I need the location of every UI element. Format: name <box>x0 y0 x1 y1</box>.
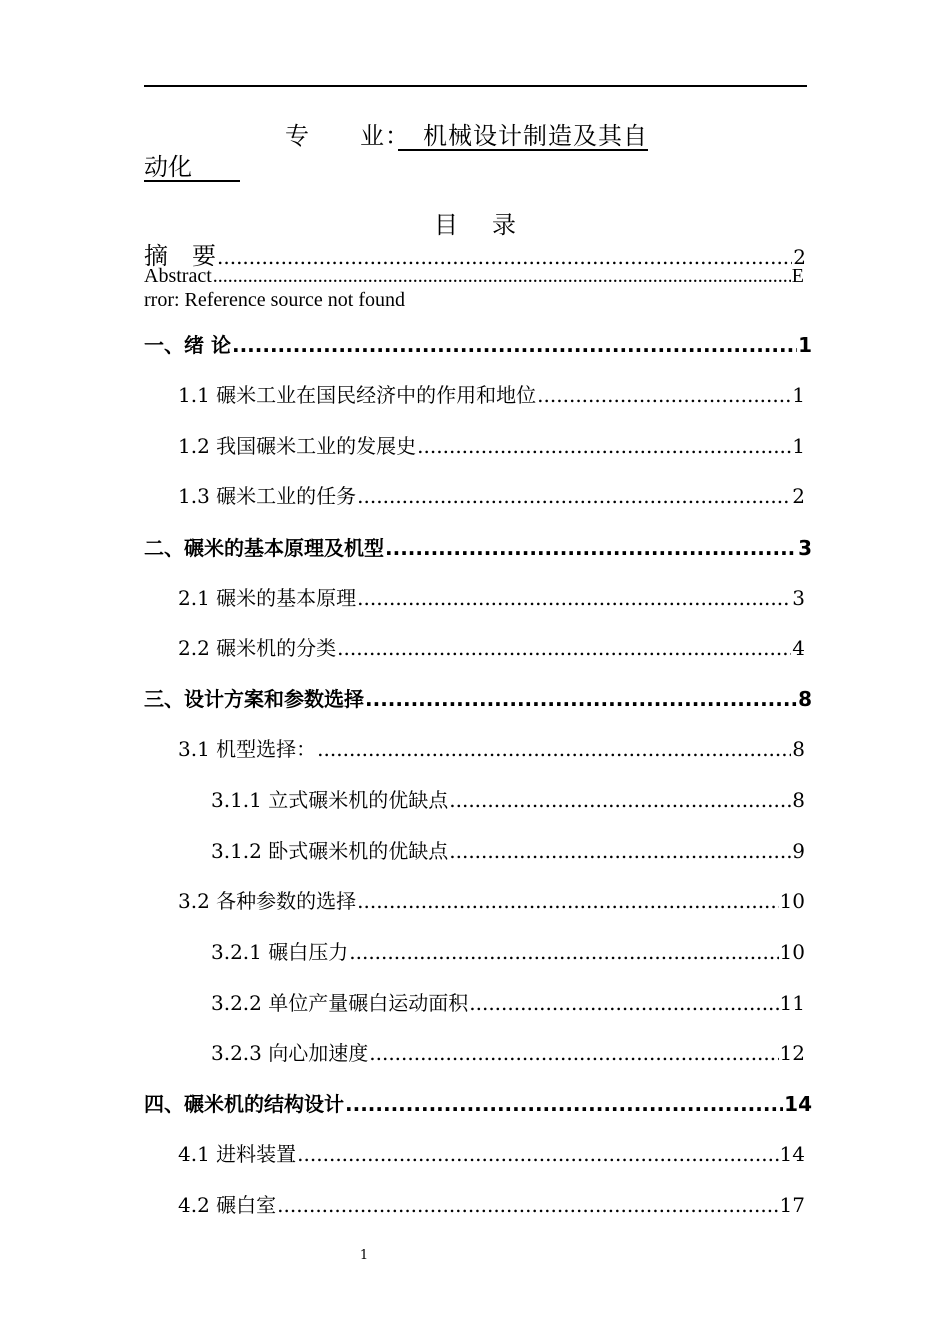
toc-entry-page: 8 <box>792 737 805 761</box>
toc-entry-page: 1 <box>792 434 805 458</box>
toc-leader <box>337 636 791 660</box>
toc-entry-title: 四、碾米机的结构设计 <box>144 1092 344 1116</box>
toc-entry-title: 3.1.1 立式碾米机的优缺点 <box>211 788 449 812</box>
toc-entry-title: 3.2.2 单位产量碾白运动面积 <box>211 991 469 1015</box>
major-line-2 <box>144 147 240 182</box>
toc-entry-page: 1 <box>792 383 805 407</box>
toc-entry-title: 4.1 进料装置 <box>178 1142 297 1166</box>
toc-leader <box>537 383 791 407</box>
toc-entry[interactable] <box>211 835 805 864</box>
toc-entry-title: 二、碾米的基本原理及机型 <box>144 536 384 560</box>
toc-entry[interactable] <box>178 430 805 459</box>
toc-entry-page: 3 <box>792 586 805 610</box>
toc-entry[interactable] <box>178 379 805 408</box>
toc-entry-page: 17 <box>779 1193 805 1217</box>
toc-entry-title: 2.1 碾米的基本原理 <box>178 586 357 610</box>
toc-entry-title: 3.2.1 碾白压力 <box>211 940 349 964</box>
reference-error-text: rror: Reference source not found <box>144 289 405 311</box>
toc-entry-page: 12 <box>779 1041 805 1065</box>
toc-entry-title: 3.2.3 向心加速度 <box>211 1041 369 1065</box>
toc-entry-title: 三、设计方案和参数选择 <box>144 687 364 711</box>
toc-entry-page: 11 <box>779 991 805 1015</box>
toc-entry[interactable] <box>178 885 805 914</box>
toc-entry-title: 4.2 碾白室 <box>178 1193 277 1217</box>
toc-title: 目录 <box>434 211 550 239</box>
toc-leader <box>317 737 791 761</box>
toc-leader <box>365 687 797 711</box>
toc-entry[interactable] <box>178 733 805 762</box>
toc-leader <box>213 265 791 288</box>
toc-entry-title: 1.2 我国碾米工业的发展史 <box>178 434 417 458</box>
toc-entry-page: E <box>791 265 804 287</box>
toc-leader <box>449 839 791 863</box>
toc-entry[interactable] <box>211 936 805 965</box>
toc-entry-abstract-en[interactable] <box>144 265 804 288</box>
toc-leader <box>369 1041 778 1065</box>
toc-entry[interactable] <box>144 532 812 561</box>
toc-leader <box>417 434 791 458</box>
major-label: 专 业： <box>285 122 398 150</box>
toc-leader <box>297 1142 778 1166</box>
toc-leader <box>349 940 778 964</box>
toc-entry[interactable] <box>178 1189 805 1218</box>
toc-entry-title: 一、绪 论 <box>144 333 231 357</box>
toc-entry-page: 9 <box>792 839 805 863</box>
toc-entry-title: Abstract <box>144 265 212 287</box>
toc-entry-page: 2 <box>792 484 805 508</box>
toc-entry[interactable] <box>178 480 805 509</box>
toc-entry[interactable] <box>144 329 812 358</box>
toc-leader <box>277 1193 778 1217</box>
toc-entry[interactable] <box>178 582 805 611</box>
toc-leader <box>345 1092 783 1116</box>
toc-entry-page: 1 <box>798 333 812 357</box>
toc-leader <box>469 991 778 1015</box>
toc-leader <box>357 586 791 610</box>
toc-entry-title: 3.1.2 卧式碾米机的优缺点 <box>211 839 449 863</box>
toc-entry-title: 摘 要 <box>144 242 216 270</box>
toc-entry-title: 1.1 碾米工业在国民经济中的作用和地位 <box>178 383 537 407</box>
toc-leader <box>385 536 797 560</box>
toc-entry-title: 3.2 各种参数的选择 <box>178 889 357 913</box>
toc-entry-page: 3 <box>798 536 812 560</box>
major-line <box>285 116 648 151</box>
toc-entry-page: 8 <box>798 687 812 711</box>
toc-entry[interactable] <box>211 987 805 1016</box>
toc-entry-page: 14 <box>779 1142 805 1166</box>
toc-entry[interactable] <box>211 784 805 813</box>
toc-entry[interactable] <box>178 1138 805 1167</box>
header-rule <box>144 85 807 87</box>
toc-entry-page: 10 <box>779 889 805 913</box>
toc-entry[interactable] <box>178 632 805 661</box>
toc-leader <box>449 788 791 812</box>
toc-entry-title: 3.1 机型选择： <box>178 737 317 761</box>
page-number: 1 <box>359 1248 369 1263</box>
toc-leader <box>232 333 797 357</box>
toc-entry[interactable] <box>211 1037 805 1066</box>
toc-entry-page: 4 <box>792 636 805 660</box>
toc-entry-page: 8 <box>792 788 805 812</box>
toc-entry-page: 10 <box>779 940 805 964</box>
toc-entry-page: 2 <box>793 245 806 269</box>
toc-leader <box>357 484 791 508</box>
toc-entry-title: 1.3 碾米工业的任务 <box>178 484 357 508</box>
toc-entry-title: 2.2 碾米机的分类 <box>178 636 337 660</box>
toc-entry[interactable] <box>144 683 812 712</box>
toc-entry-page: 14 <box>784 1092 812 1116</box>
toc-entry[interactable] <box>144 1088 812 1117</box>
toc-leader <box>357 889 778 913</box>
major-value-cont: 动化 <box>144 153 240 181</box>
major-value: 机械设计制造及其自 <box>398 122 648 150</box>
